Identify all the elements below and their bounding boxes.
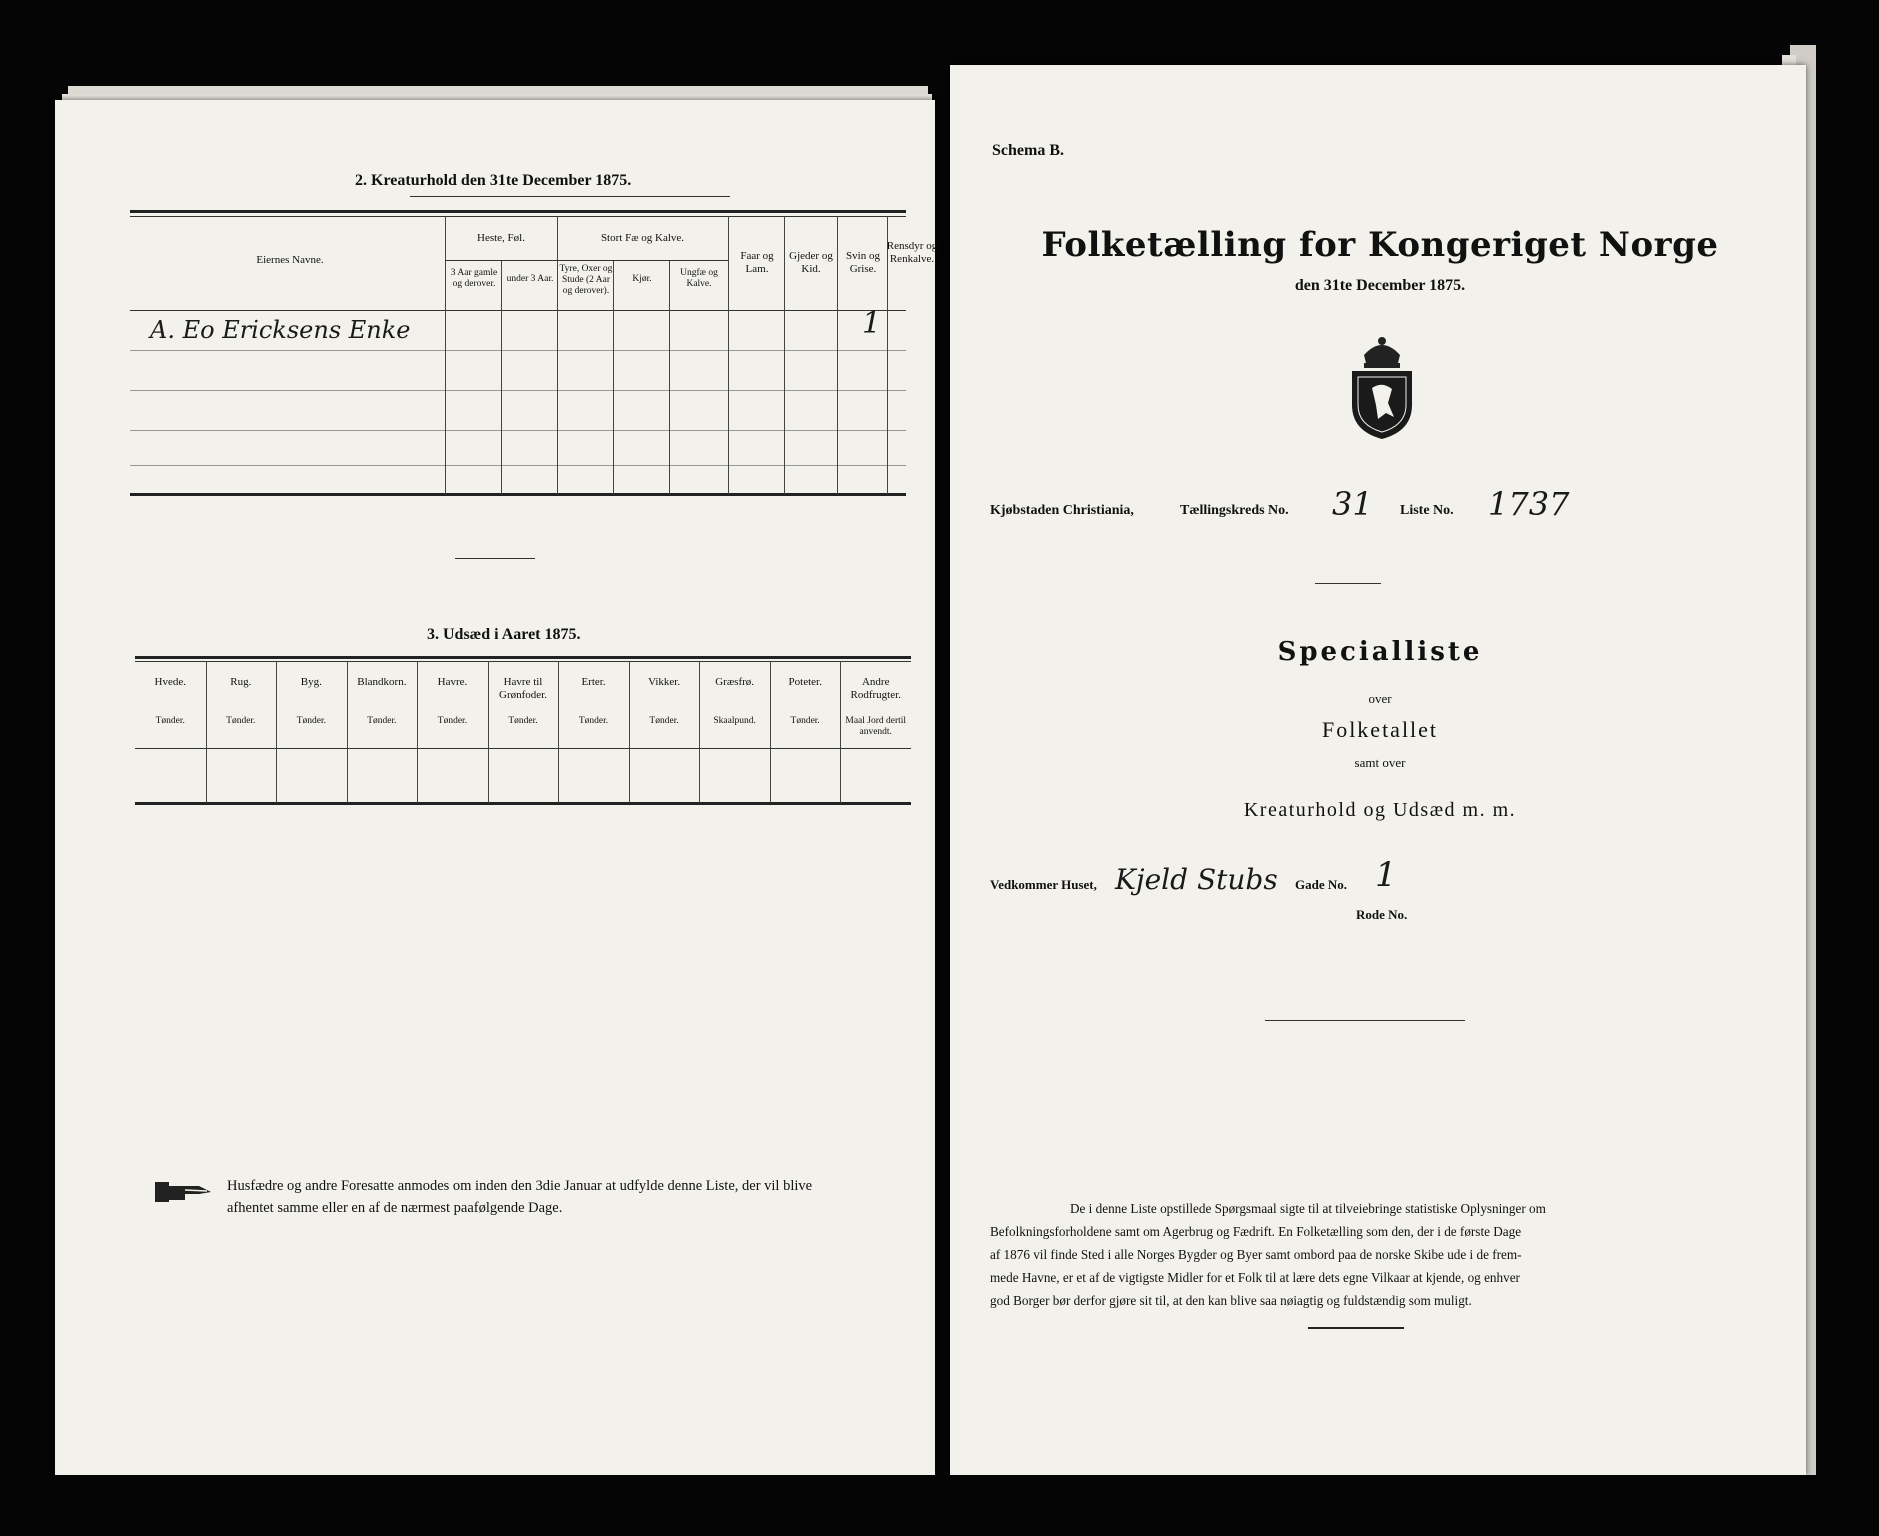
gade-label: Gade No. [1295,877,1347,892]
paragraph-line: Befolkningsforholdene samt om Agerbrug og Fædrift. En Folketælling som den, der i de første Dage [990,1224,1522,1239]
krets-label: Tællingskreds No. [1180,503,1289,518]
col-gjeder: Gjeder og Kid. [789,250,833,275]
col-owner-name: Eiernes Navne. [256,254,324,266]
udsaed-table [135,656,911,804]
vedkommer-label: Vedkommer Huset, [990,877,1097,892]
udsaed-col-unit: Maal Jord dertil anvendt. [845,716,907,737]
col-rensdyr: Rensdyr og Renkalve. [886,240,938,265]
col-svin: Svin og Grise. [846,250,880,275]
specialliste-title: Specialliste [1277,637,1483,667]
kreaturhold-table [130,210,938,495]
coat-of-arms-icon [1342,333,1422,443]
explanation-paragraph [990,1197,1780,1312]
udsaed-col-unit: Tønder. [578,716,609,726]
kreaturhold-udsaed-text: Kreaturhold og Udsæd m. m. [1243,799,1517,821]
row1-svin-count: 1 [862,306,882,341]
left-page [55,100,938,1475]
right-page [950,65,1806,1475]
udsaed-col-name: Andre Rodfrugter. [850,676,901,701]
udsaed-col-name: Blandkorn. [357,676,407,688]
udsaed-col-name: Byg. [300,676,322,688]
over-text: over [1368,691,1392,706]
udsaed-col-name: Hvede. [154,676,186,688]
place-label: Kjøbstaden Christiania, [990,503,1134,518]
col-heste-under3: under 3 Aar. [506,274,554,284]
notice-line-1: Husfædre og andre Foresatte anmodes om inden den 3die Januar at udfylde denne Liste, der vil blive [227,1178,813,1194]
street-value: Kjeld Stubs [1115,863,1278,896]
udsaed-col-name: Rug. [230,676,252,688]
udsaed-col-unit: Tønder. [226,716,256,726]
folketallet-text: Folketallet [1321,717,1439,742]
paragraph-line: De i denne Liste opstillede Spørgsmaal sigte til at tilveiebringe statistiske Oplysninger om [1070,1201,1546,1216]
udsaed-col-unit: Tønder. [437,716,468,726]
udsaed-heading: 3. Udsæd i Aaret 1875. [427,626,581,643]
row1-owner: A. Eo Ericksens Enke [150,316,411,344]
gade-value: 1 [1375,855,1397,895]
udsaed-col-unit: Tønder. [367,716,397,726]
kreaturhold-heading: 2. Kreaturhold den 31te December 1875. [355,172,632,189]
udsaed-col-unit: Tønder. [790,716,820,726]
udsaed-col-name: Havre. [437,676,468,688]
col-stort-fae: Stort Fæ og Kalve. [600,232,685,244]
samt-over-text: samt over [1354,755,1406,770]
liste-label: Liste No. [1400,503,1454,518]
col-faar: Faar og Lam. [740,250,774,275]
col-heste: Heste, Føl. [477,232,525,244]
col-heste-3aar: 3 Aar gamle og derover. [450,268,498,289]
paragraph-line: mede Havne, er et af de vigtigste Midler for et Folk til at lære dets egne Vilkaar at kjende, og enhver [990,1270,1520,1285]
liste-value: 1737 [1488,485,1570,523]
udsaed-col-unit: Tønder. [296,716,326,726]
census-date: den 31te December 1875. [1294,277,1466,294]
col-ungfae: Ungfæ og Kalve. [680,268,718,289]
schema-label: Schema B. [992,142,1064,159]
udsaed-col-name: Græsfrø. [715,676,755,688]
paragraph-line: af 1876 vil finde Sted i alle Norges Bygder og Byer samt ombord paa de norske Skibe ude i de frem- [990,1247,1522,1262]
udsaed-col-unit: Skaalpund. [713,716,756,726]
rode-label: Rode No. [1356,907,1408,922]
udsaed-col-unit: Tønder. [649,716,679,726]
udsaed-col-name: Erter. [581,676,606,688]
notice-line-2: afhentet samme eller en af de nærmest paafølgende Dage. [227,1200,563,1216]
pointing-hand-icon [155,1180,215,1204]
census-title: Folketælling for Kongeriget Norge [1041,225,1719,265]
col-kjor: Kjør. [632,274,652,284]
udsaed-col-name: Vikker. [648,676,681,688]
udsaed-col-name: Havre til Grønfoder. [499,676,547,701]
col-tyre-oxer: Tyre, Oxer og Stude (2 Aar og derover). [559,264,613,296]
udsaed-col-unit: Tønder. [155,716,185,726]
udsaed-col-name: Poteter. [788,676,822,688]
paragraph-line: god Borger bør derfor gjøre sit til, at den kan blive saa nøiagtig og fuldstændig som muligt. [990,1293,1472,1308]
krets-value: 31 [1332,485,1373,523]
udsaed-col-unit: Tønder. [508,716,538,726]
